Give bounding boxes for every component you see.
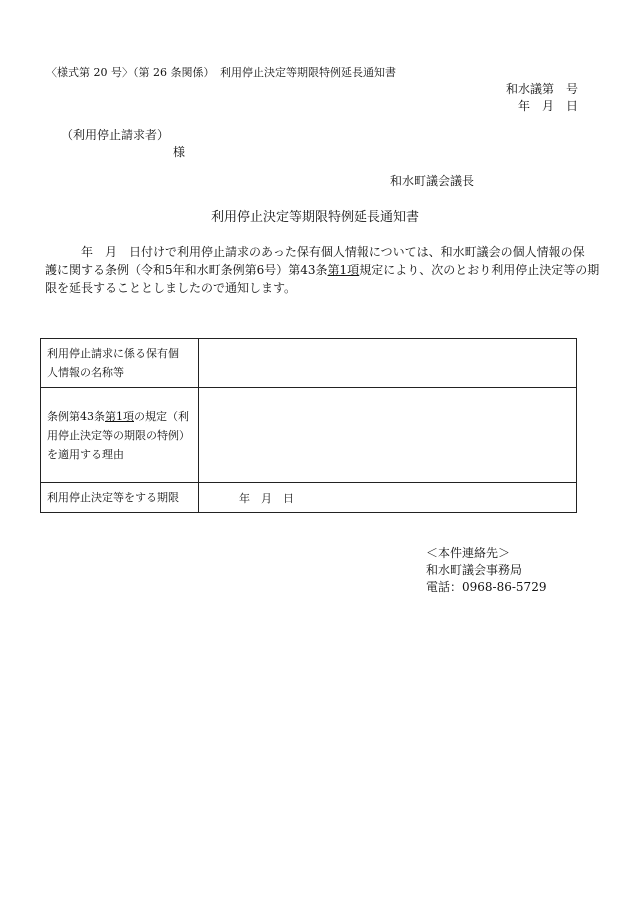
contact-heading: ＜本件連絡先＞ <box>426 546 511 560</box>
contact-office: 和水町議会事務局 <box>426 563 523 577</box>
table-value-deadline: 年 月 日 <box>199 483 577 513</box>
table-row-deadline <box>41 483 577 513</box>
body-line-2-underlined: 第1項 <box>327 263 360 277</box>
body-line-1: 年 月 日付けで利用停止請求のあった保有個人情報については、和水町議会の個人情報の保 <box>45 245 585 259</box>
label-underlined: 第1項 <box>105 409 134 423</box>
table-row-info-name <box>41 339 577 388</box>
form-label: 〈様式第 20 号〉（第 26 条関係） 利用停止決定等期限特例延長通知書 <box>46 66 396 79</box>
document-title: 利用停止決定等期限特例延長通知書 <box>210 210 419 225</box>
body-line-3: 限を延長することとしましたので通知します。 <box>45 281 297 295</box>
table-row-reason <box>41 388 577 483</box>
recipient-honorific: 様 <box>173 145 186 159</box>
body-line-2-before: 護に関する条例（令和5年和水町条例第6号）第43条 <box>45 263 328 277</box>
table-label-deadline: 利用停止決定等をする期限 <box>41 483 199 513</box>
info-table <box>40 338 577 513</box>
reference-number: 和水議第 号 <box>505 82 578 96</box>
label-line: 用停止決定等の期限の特例） <box>47 428 190 442</box>
table-value-reason <box>199 388 577 483</box>
body-line-2-after: 規定により、次のとおり利用停止決定等の期 <box>359 263 600 277</box>
label-text: 条例第43条 <box>47 409 105 423</box>
label-text: の規定（利 <box>134 409 189 423</box>
contact-phone: 電話：0968-86-5729 <box>426 580 547 594</box>
table-label-info-name <box>41 339 199 388</box>
recipient-label: （利用停止請求者） <box>61 128 170 142</box>
label-line: を適用する理由 <box>47 447 124 461</box>
issue-date: 年 月 日 <box>517 99 578 113</box>
table-value-info-name <box>199 339 577 388</box>
label-line: 利用停止請求に係る保有個 <box>47 347 179 360</box>
label-line <box>47 407 192 426</box>
label-line: 人情報の名称等 <box>47 366 124 379</box>
body-paragraph <box>45 243 600 297</box>
contact-block <box>426 545 546 596</box>
body-line-2 <box>45 261 600 279</box>
table-label-reason <box>41 388 199 483</box>
sender-name: 和水町議会議長 <box>390 174 475 188</box>
